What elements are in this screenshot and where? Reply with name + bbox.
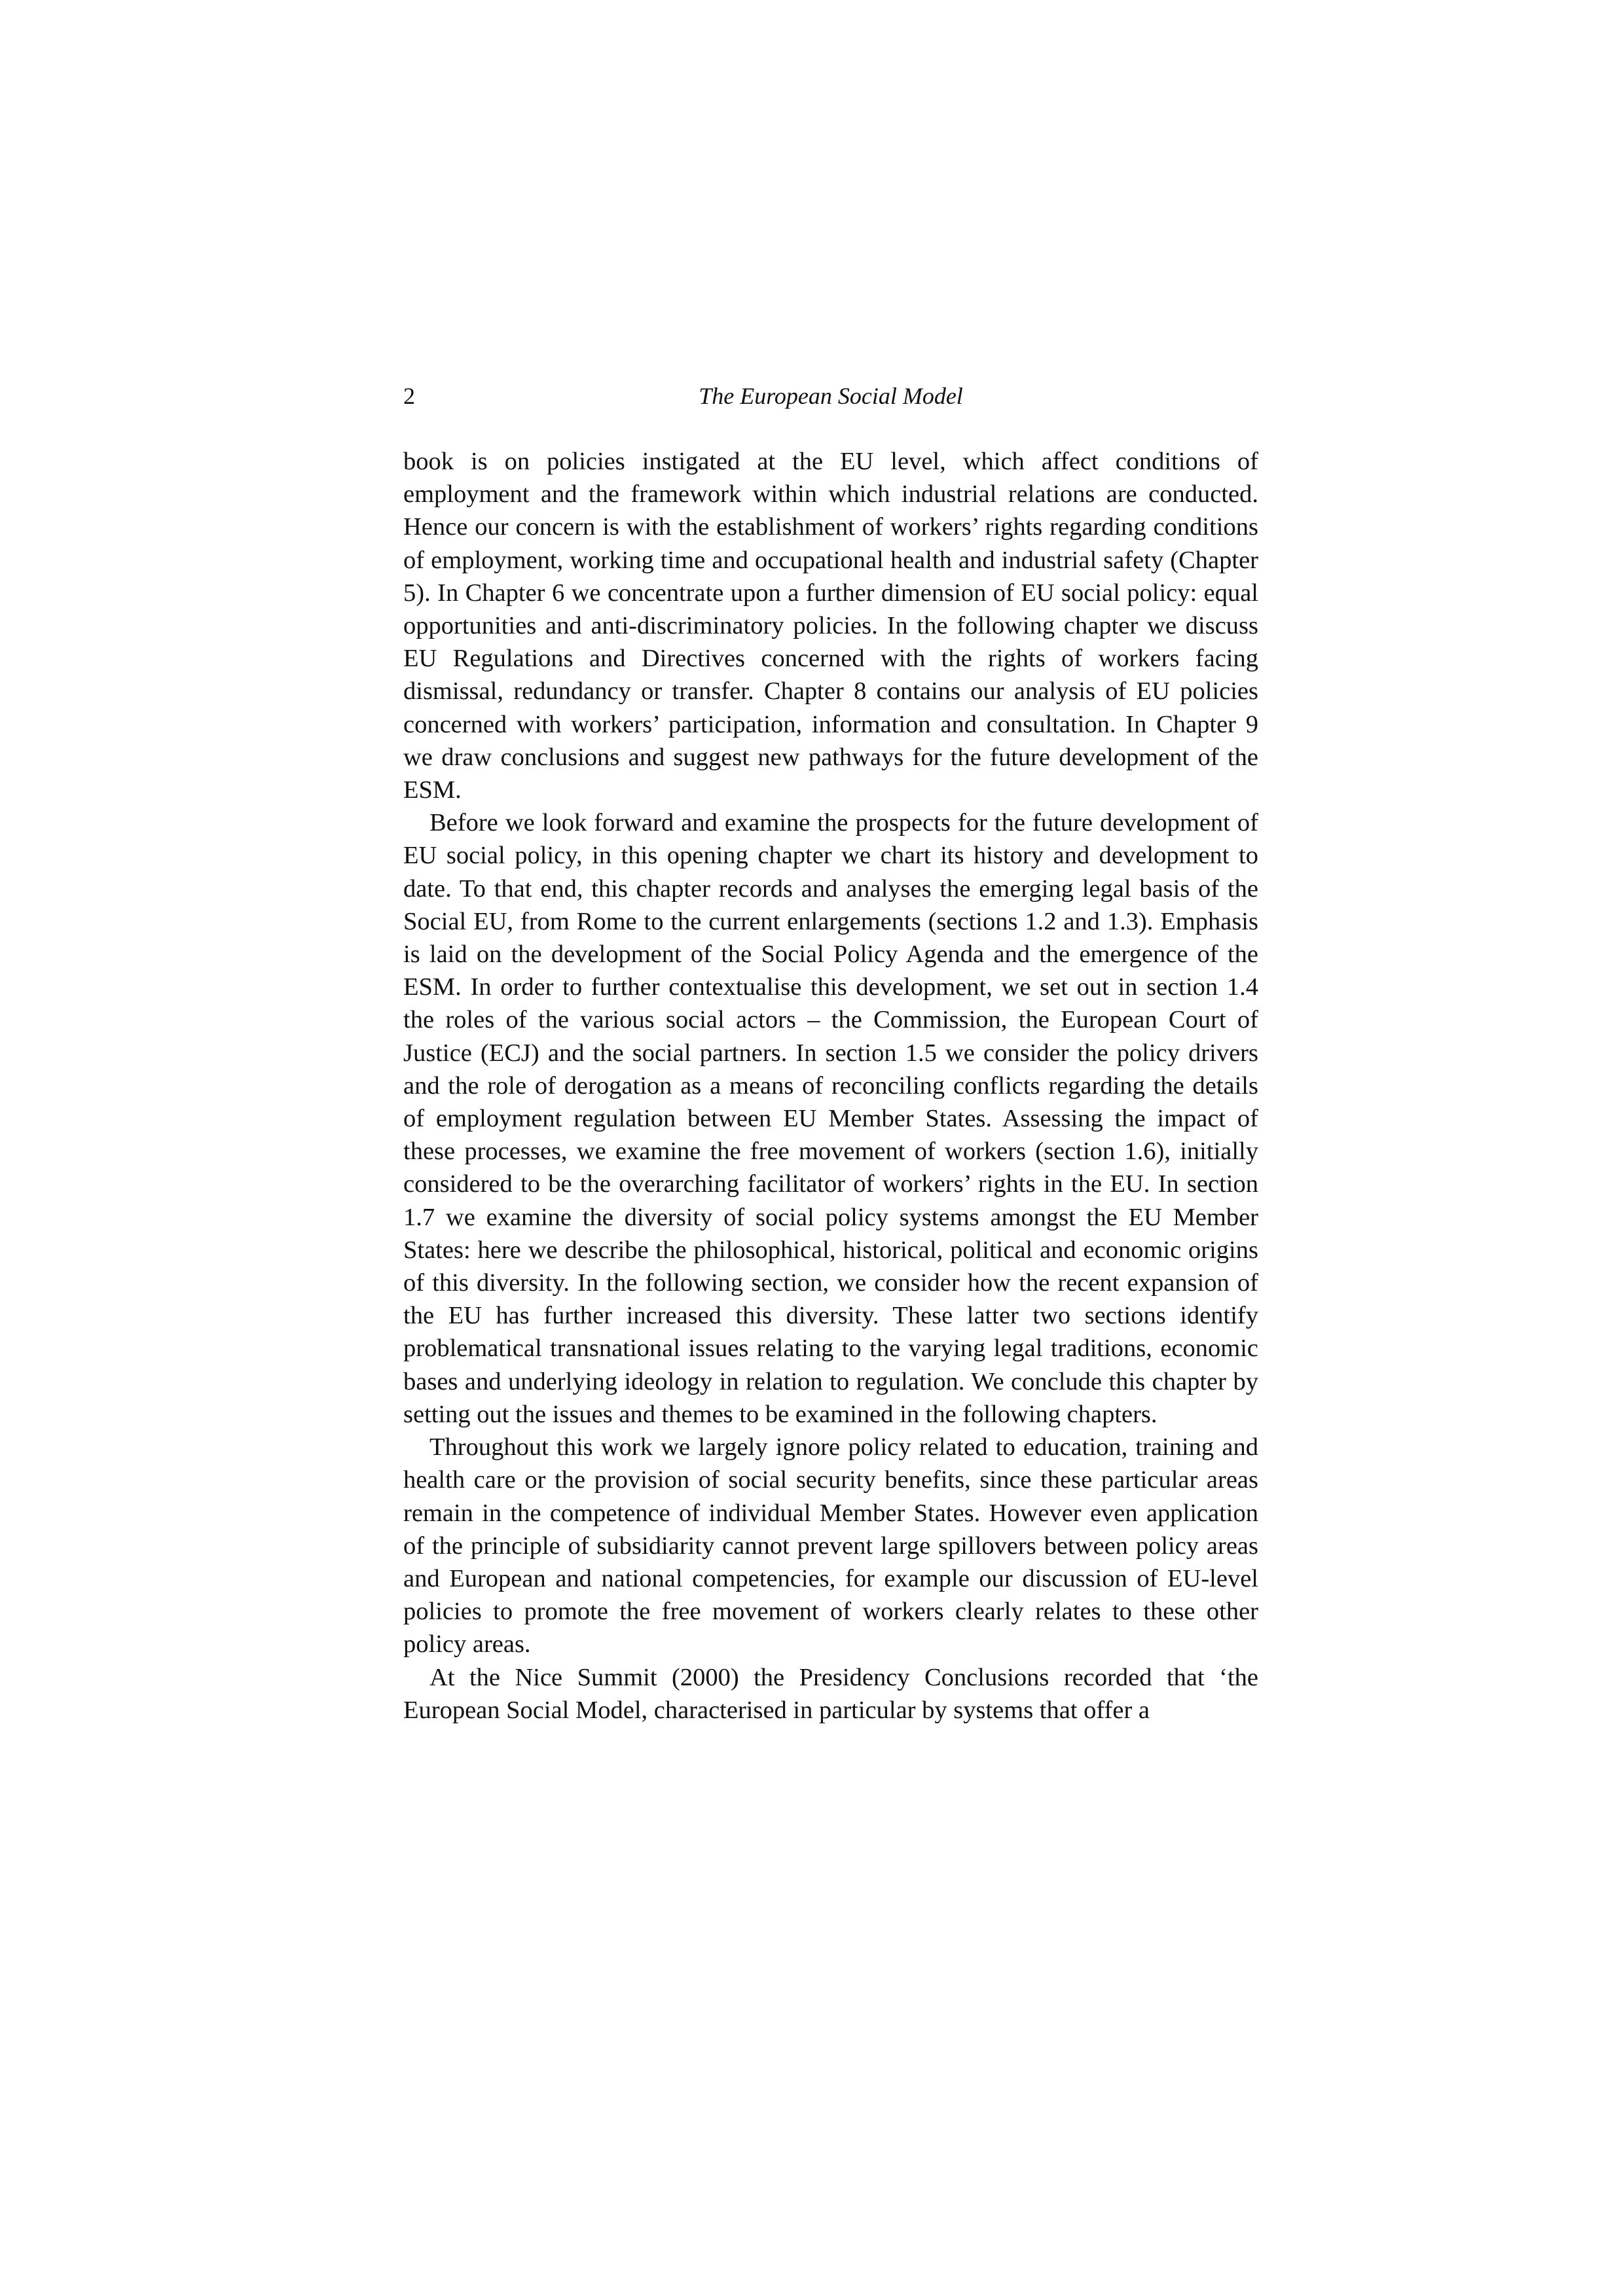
paragraph-nice-summit: At the Nice Summit (2000) the Presidency Conclusions recorded that ‘the European Social Model, characterised in particular by systems that offer a <box>403 1663 1258 1724</box>
paragraph-scope: Throughout this work we largely ignore policy related to education, training and health care or the provision of social security benefits, since these particular areas remain in the competence of individual Member States. However even application of the principle of subsidiarity cannot prevent large spillovers between policy areas and European and national competencies, for example our discussion of EU-level policies to promote the free movement of workers clearly relates to these other policy areas. <box>403 1433 1258 1659</box>
page-number: 2 <box>403 383 415 409</box>
body-text <box>403 445 1258 1727</box>
running-title: The European Social Model <box>699 383 963 409</box>
running-header <box>403 380 1258 419</box>
paragraph-continued: book is on policies instigated at the EU level, which affect conditions of employment and the framework within which industrial relations are conducted. Hence our concern is with the establishment of workers’ rights regarding conditions of employment, working time and occupational health and industrial safety (Chapter 5). In Chapter 6 we concentrate upon a further dimension of EU social policy: equal opportunities and anti-discriminatory policies. In the following chapter we discuss EU Regulations and Directives concerned with the rights of workers facing dismissal, redundancy or transfer. Chapter 8 contains our analysis of EU policies concerned with workers’ participation, information and consultation. In Chapter 9 we draw conclusions and suggest new pathways for the future development of the ESM. <box>403 448 1258 804</box>
paragraph-chapter-overview: Before we look forward and examine the prospects for the future development of EU social policy, in this opening chapter we chart its history and development to date. To that end, this chapter records and analyses the emerging legal basis of the Social EU, from Rome to the current enlargements (sections 1.2 and 1.3). Emphasis is laid on the development of the Social Policy Agenda and the emergence of the ESM. In order to further contextualise this development, we set out in section 1.4 the roles of the various social actors – the Commission, the European Court of Justice (ECJ) and the social partners. In section 1.5 we consider the policy drivers and the role of derogation as a means of reconciling conflicts regarding the details of employment regulation between EU Member States. Assessing the impact of these processes, we examine the free movement of workers (section 1.6), initially considered to be the overarching facilitator of workers’ rights in the EU. In section 1.7 we examine the diversity of social policy systems amongst the EU Member States: here we describe the philosophical, historical, political and economic origins of this diversity. In the following section, we consider how the recent expansion of the EU has further increased this diversity. These latter two sections identify problematical transnational issues relating to the varying legal traditions, economic bases and underlying ideology in relation to regulation. We conclude this chapter by setting out the issues and themes to be examined in the following chapters. <box>403 809 1258 1428</box>
